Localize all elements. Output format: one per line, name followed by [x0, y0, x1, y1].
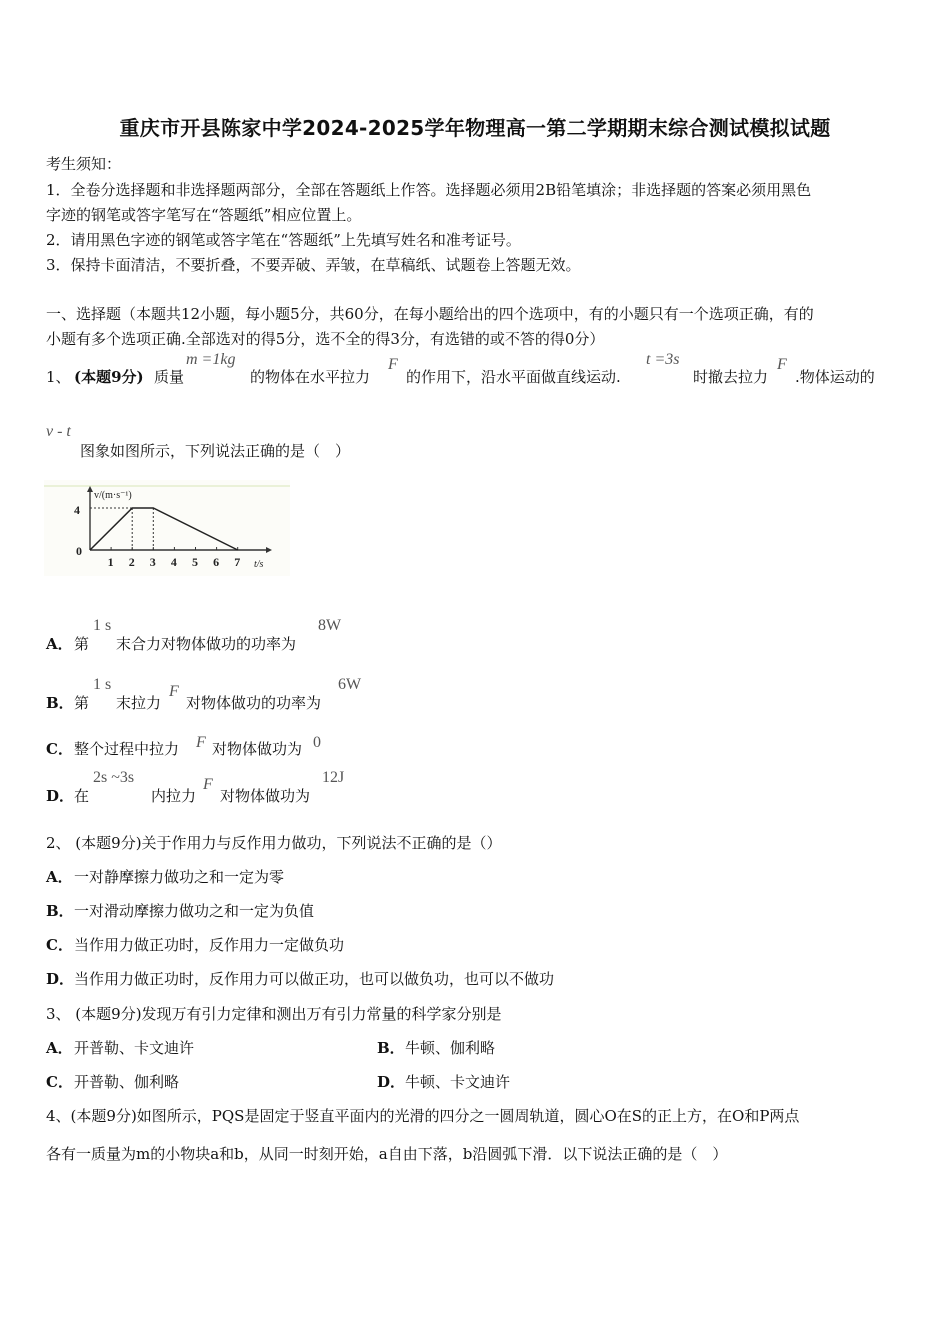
option-text: 牛顿、卡文迪许: [405, 1073, 511, 1091]
notice-item: 1．全卷分选择题和非选择题两部分，全部在答题纸上作答。选择题必须用2B铅笔填涂；非选择题的答案必须用黑色: [46, 181, 812, 199]
option-label: D．: [46, 787, 75, 805]
math-expression: 1 s: [93, 617, 112, 634]
notice-item: 字迹的钢笔或答字笔写在“答题纸”相应位置上。: [46, 206, 362, 224]
x-tick-label: 5: [192, 555, 198, 569]
math-expression: F: [169, 683, 179, 700]
question-number: 1、: [46, 368, 71, 386]
option-text: 末拉力: [116, 694, 162, 712]
option-text: 对物体做功为: [212, 740, 303, 758]
option-text: 末合力对物体做功的功率为: [116, 635, 297, 653]
y-tick-label: 4: [74, 503, 80, 517]
x-tick-label: 6: [213, 555, 220, 569]
notice-heading: 考生须知：: [46, 155, 122, 173]
option-text: 整个过程中拉力: [74, 740, 180, 758]
option-label: C．: [46, 740, 73, 758]
math-expression: 2s ~3s: [93, 769, 135, 786]
question-text: .物体运动的: [795, 368, 875, 386]
math-expression: 12J: [322, 769, 345, 786]
option-label: D．: [46, 970, 75, 988]
question-stem: 3、 (本题9分)发现万有引力定律和测出万有引力常量的科学家分别是: [46, 1005, 502, 1023]
option-text: 一对静摩擦力做功之和一定为零: [74, 868, 285, 886]
math-expression: F: [203, 776, 213, 793]
option-text: 对物体做功的功率为: [186, 694, 322, 712]
option-text: 一对滑动摩擦力做功之和一定为负值: [74, 902, 315, 920]
option-label: D．: [377, 1073, 406, 1091]
option-text: 第: [74, 694, 90, 712]
question-stem: 4、(本题9分)如图所示，PQS是固定于竖直平面内的光滑的四分之一圆周轨道，圆心O在S的正上方，在O和P两点: [46, 1107, 800, 1125]
math-expression: 6W: [338, 676, 362, 693]
option-text: 当作用力做正功时，反作用力可以做正功，也可以做负功，也可以不做功: [74, 970, 555, 988]
question-text: 的物体在水平拉力: [250, 368, 371, 386]
math-expression: 1 s: [93, 676, 112, 693]
math-expression: F: [196, 734, 206, 751]
option-label: B．: [46, 694, 74, 712]
math-expression: F: [388, 356, 398, 373]
x-tick-label: 2: [128, 555, 135, 569]
math-expression: t =3s: [646, 351, 680, 368]
x-axis-label: t/s: [254, 559, 264, 570]
option-text: 牛顿、伽利略: [405, 1039, 496, 1057]
x-tick-label: 7: [234, 555, 241, 569]
math-expression: m =1kg: [186, 351, 236, 368]
option-text: 开普勒、伽利略: [74, 1073, 180, 1091]
x-tick-label: 3: [149, 555, 156, 569]
option-text: 对物体做功为: [220, 787, 311, 805]
x-tick-label: 1: [107, 555, 114, 569]
page-title: 重庆市开县陈家中学2024-2025学年物理高一第二学期期末综合测试模拟试题: [119, 116, 831, 140]
option-text: 内拉力: [151, 787, 197, 805]
section-intro: 小题有多个选项正确.全部选对的得5分，选不全的得3分，有选错的或不答的得0分）: [46, 330, 605, 348]
question-stem: 各有一质量为m的小物块a和b，从同一时刻开始，a自由下落，b沿圆弧下滑．以下说法正确的是（ ）: [46, 1145, 728, 1163]
option-label: A．: [46, 868, 73, 886]
question-text: 图象如图所示，下列说法正确的是（ ）: [80, 442, 351, 460]
math-expression: 0: [313, 734, 321, 751]
option-label: B．: [377, 1039, 405, 1057]
option-label: A．: [46, 635, 73, 653]
origin-label: 0: [76, 544, 82, 558]
option-text: 第: [74, 635, 90, 653]
math-expression: F: [777, 356, 787, 373]
y-axis-label: v/(m·s⁻¹): [94, 490, 132, 501]
option-label: A．: [46, 1039, 73, 1057]
question-text: 质量: [154, 368, 185, 386]
notice-item: 2．请用黑色字迹的钢笔或答字笔在“答题纸”上先填写姓名和准考证号。: [46, 231, 521, 249]
notice-item: 3．保持卡面清洁，不要折叠，不要弄破、弄皱，在草稿纸、试题卷上答题无效。: [46, 256, 581, 274]
option-label: C．: [46, 1073, 73, 1091]
vt-graph: [44, 480, 290, 576]
option-label: B．: [46, 902, 74, 920]
question-stem: 2、 (本题9分)关于作用力与反作用力做功，下列说法不正确的是（）: [46, 834, 502, 852]
option-text: 当作用力做正功时，反作用力一定做负功: [74, 936, 345, 954]
option-text: 开普勒、卡文迪许: [74, 1039, 195, 1057]
question-text: 时撤去拉力: [693, 368, 769, 386]
x-tick-label: 4: [170, 555, 177, 569]
question-text: 的作用下，沿水平面做直线运动.: [406, 368, 621, 386]
section-intro: 一、选择题（本题共12小题，每小题5分，共60分，在每小题给出的四个选项中，有的小题只有一个选项正确，有的: [46, 305, 814, 323]
math-expression: 8W: [318, 617, 342, 634]
question-score: (本题9分): [74, 368, 144, 386]
option-text: 在: [74, 787, 90, 805]
option-label: C．: [46, 936, 73, 954]
math-expression: v - t: [46, 423, 71, 440]
